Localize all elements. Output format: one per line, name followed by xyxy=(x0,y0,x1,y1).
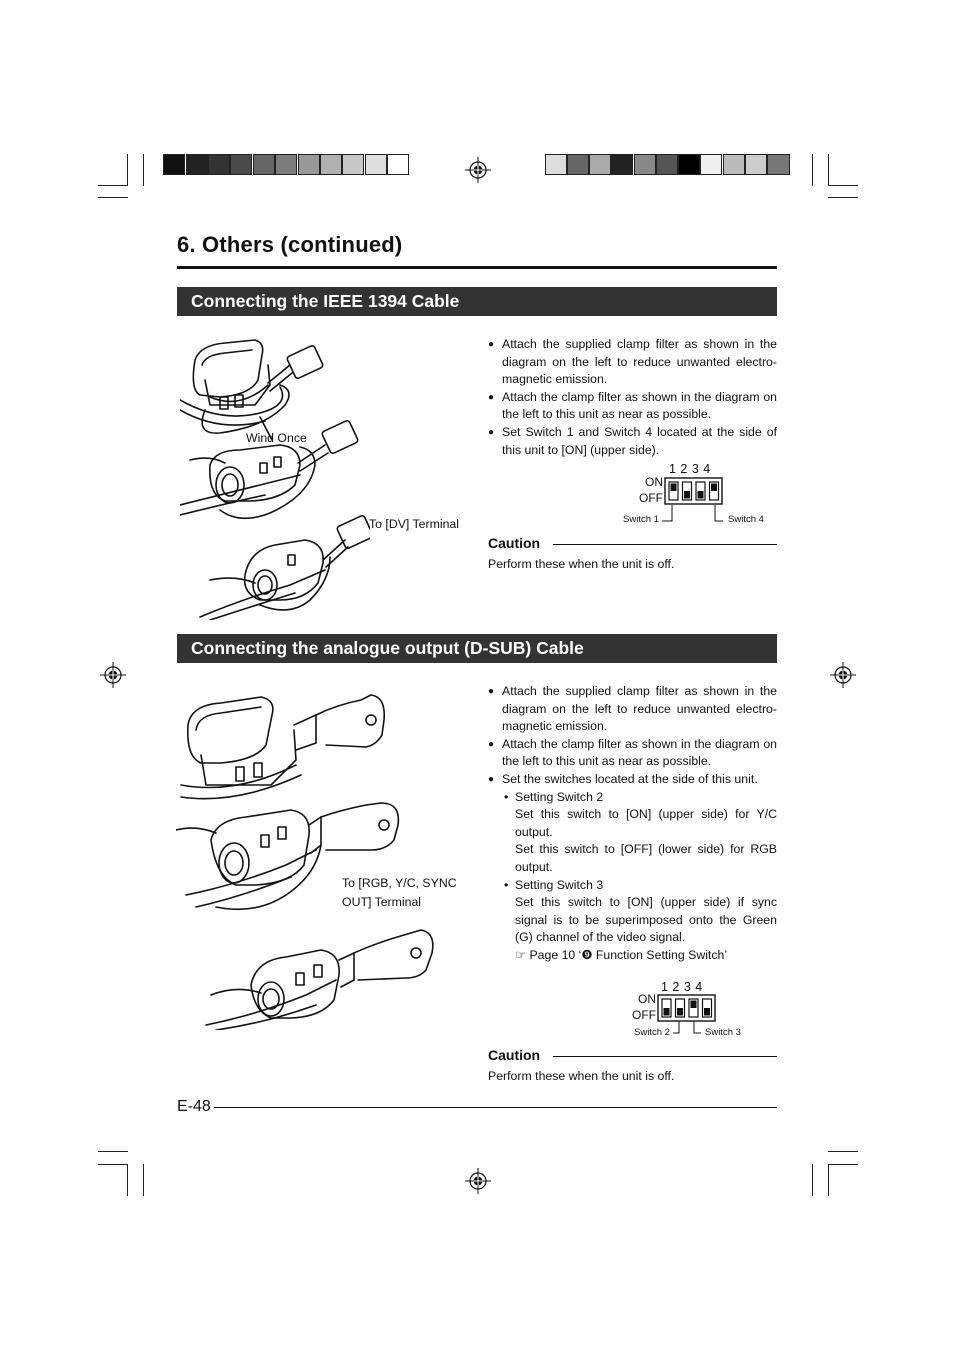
dip-knob-on xyxy=(711,484,717,492)
registration-mark-left xyxy=(100,662,126,688)
page-title: 6. Others (continued) xyxy=(177,232,403,257)
list-item: ● Set Switch 1 and Switch 4 located at the side of this unit to [ON] (upper side). xyxy=(488,424,777,459)
dip-switch-diagram xyxy=(657,994,717,1024)
switch-4-label: Switch 4 xyxy=(728,514,764,525)
caution-heading xyxy=(488,1047,777,1063)
ieee1394-clamp-illustration xyxy=(180,335,370,620)
dip-knob-off xyxy=(698,491,704,499)
switch-2-label: Switch 2 xyxy=(634,1027,670,1038)
dip-switch-numbers: 1 2 3 4 xyxy=(661,980,703,994)
section-heading-dsub: Connecting the analogue output (D-SUB) Cable xyxy=(177,634,777,663)
caution-heading xyxy=(488,535,777,551)
caution-title: Caution xyxy=(488,535,541,551)
dip-knob-off xyxy=(677,1008,683,1016)
rgb-terminal-label-line1: To [RGB, Y/C, SYNC xyxy=(342,876,457,890)
switch-1-label: Switch 1 xyxy=(623,514,659,525)
dip-on-label: ON xyxy=(645,475,663,489)
section-heading-ieee1394: Connecting the IEEE 1394 Cable xyxy=(177,287,777,316)
rgb-terminal-label-line2: OUT] Terminal xyxy=(342,895,422,909)
list-item: ● Attach the supplied clamp filter as shown in the diagram on the left to reduce unwanted electro-magnetic emission. xyxy=(488,336,777,389)
switch2-line: Set this switch to [OFF] (lower side) for RGB output. xyxy=(515,842,777,874)
dip-on-label: ON xyxy=(638,992,656,1006)
section1-instructions xyxy=(488,336,777,459)
dv-terminal-label: To [DV] Terminal xyxy=(369,517,459,531)
wind-once-label: Wind Once xyxy=(246,431,307,445)
dip-off-label: OFF xyxy=(639,491,663,505)
footer-rule xyxy=(214,1107,777,1108)
dip-off-label: OFF xyxy=(632,1008,656,1022)
dip-knob-off xyxy=(664,1008,670,1016)
section2-instructions xyxy=(488,683,777,965)
caution-rule xyxy=(553,544,777,545)
dsub-clamp-illustration xyxy=(176,685,436,1030)
list-item: ● Attach the supplied clamp filter as shown in the diagram on the left to reduce unwanted electro-magnetic emission. xyxy=(488,683,777,736)
page-number: E-48 xyxy=(177,1098,211,1115)
dip-switch-leader-lines xyxy=(660,505,730,525)
switch-3-label: Switch 3 xyxy=(705,1027,741,1038)
switch2-line: Set this switch to [ON] (upper side) for Y/C output. xyxy=(515,807,777,839)
title-rule xyxy=(177,266,777,269)
dip-knob-off xyxy=(704,1008,710,1016)
caution-title: Caution xyxy=(488,1047,541,1063)
caution-text: Perform these when the unit is off. xyxy=(488,1069,675,1083)
switch3-title: Setting Switch 3 xyxy=(515,877,604,892)
dip-knob-off xyxy=(684,491,690,499)
caution-text: Perform these when the unit is off. xyxy=(488,557,675,571)
switch2-title: Setting Switch 2 xyxy=(515,789,604,804)
registration-mark-top xyxy=(465,157,491,183)
dip-switch-numbers: 1 2 3 4 xyxy=(669,462,711,476)
switch3-text: Set this switch to [ON] (upper side) if sync signal is to be superimposed onto the Green (G) channel of the video signal. xyxy=(515,895,777,945)
switch3-subheading: • Setting Switch 3 xyxy=(504,877,604,892)
dip-switch-diagram xyxy=(664,477,724,507)
list-item: ● Attach the clamp filter as shown in the diagram on the left to this unit as near as possible. xyxy=(488,736,777,771)
registration-mark-right xyxy=(830,662,856,688)
dip-knob-on xyxy=(691,1001,697,1009)
list-item: ● Set the switches located at the side of this unit. xyxy=(488,771,777,789)
caution-rule xyxy=(553,1056,777,1057)
registration-mark-bottom xyxy=(465,1168,491,1194)
switch2-subheading: • Setting Switch 2 xyxy=(504,789,604,804)
page-reference: ☞ Page 10 ‘❾ Function Setting Switch’ xyxy=(515,947,728,962)
dip-knob-on xyxy=(671,484,677,492)
list-item: ● Attach the clamp filter as shown in the diagram on the left to this unit as near as possible. xyxy=(488,389,777,424)
